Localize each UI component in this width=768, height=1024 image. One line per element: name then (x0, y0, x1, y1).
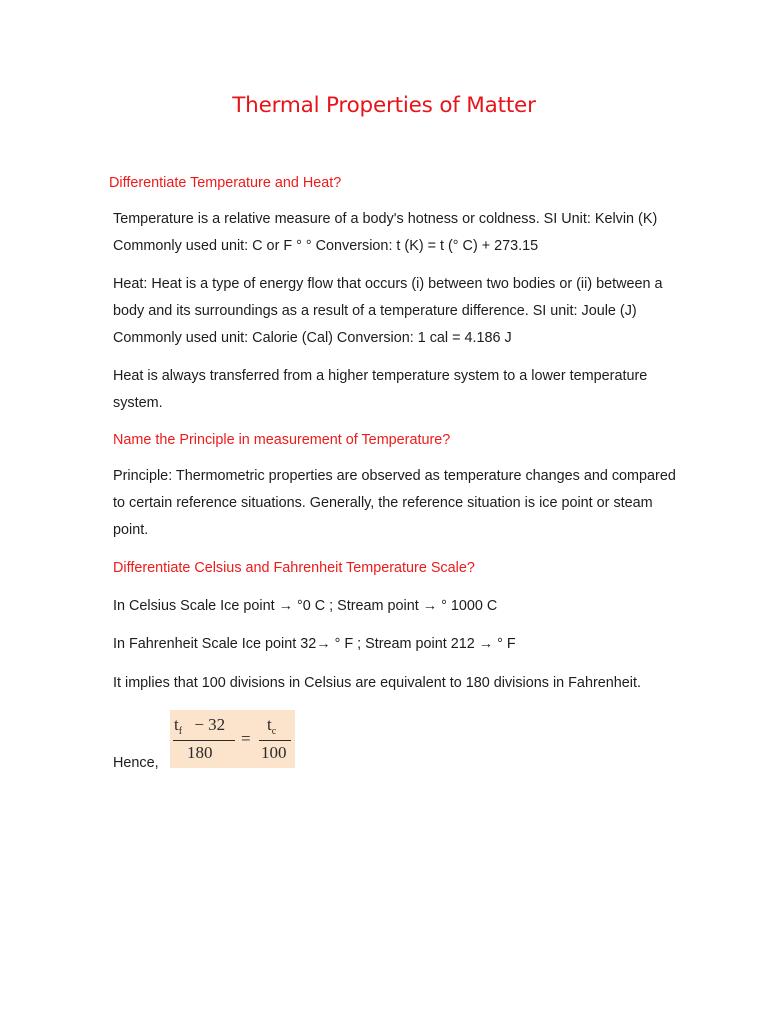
formula-sub-f: f (178, 726, 183, 737)
formula-denominator-100: 100 (261, 743, 287, 762)
formula-numerator-right (267, 715, 276, 735)
question-temperature-heat: Differentiate Temperature and Heat? (109, 175, 342, 191)
formula-sub-c: c (271, 726, 277, 737)
line-fahrenheit-scale: In Fahrenheit Scale Ice point 32→ ° F ; Stream point 212 → ° F (113, 636, 516, 652)
formula-equals: = (241, 729, 251, 748)
formula-image (170, 710, 295, 768)
formula-fraction-bar-right (259, 740, 291, 741)
paragraph-heat: Heat: Heat is a type of energy flow that occurs (i) between two bodies or (ii) between a body and its surroundings as a result of a temperature difference. SI unit: Joule (J) Commonly used unit: Calorie (Cal) Conversion: 1 cal = 4.186 J (113, 276, 663, 346)
page-title: Thermal Properties of Matter (232, 93, 536, 118)
paragraph-principle: Principle: Thermometric properties are observed as temperature changes and compared to certain reference situations. Generally, the reference situation is ice point or steam point. (113, 468, 676, 538)
formula-fraction-bar-left (173, 740, 235, 741)
paragraph-temperature: Temperature is a relative measure of a body's hotness or coldness. SI Unit: Kelvin (K) Commonly used unit: C or F ° ° Conversion: t (K) = t (° C) + 273.15 (113, 211, 658, 254)
paragraph-heat-transfer: Heat is always transferred from a higher temperature system to a lower temperature system. (113, 368, 648, 411)
line-divisions: It implies that 100 divisions in Celsius are equivalent to 180 divisions in Fahrenheit. (113, 675, 641, 691)
line-celsius-scale: In Celsius Scale Ice point → °0 C ; Stream point → ° 1000 C (113, 598, 498, 614)
question-celsius-fahrenheit: Differentiate Celsius and Fahrenheit Temperature Scale? (113, 560, 475, 576)
formula-numerator-left (174, 715, 225, 735)
hence-label: Hence, (113, 755, 159, 771)
formula-minus-32: − 32 (194, 715, 226, 734)
question-principle: Name the Principle in measurement of Temperature? (113, 432, 451, 448)
formula-t-c: t (267, 715, 272, 734)
formula-denominator-180: 180 (187, 743, 213, 762)
formula-t-f: t (174, 715, 179, 734)
